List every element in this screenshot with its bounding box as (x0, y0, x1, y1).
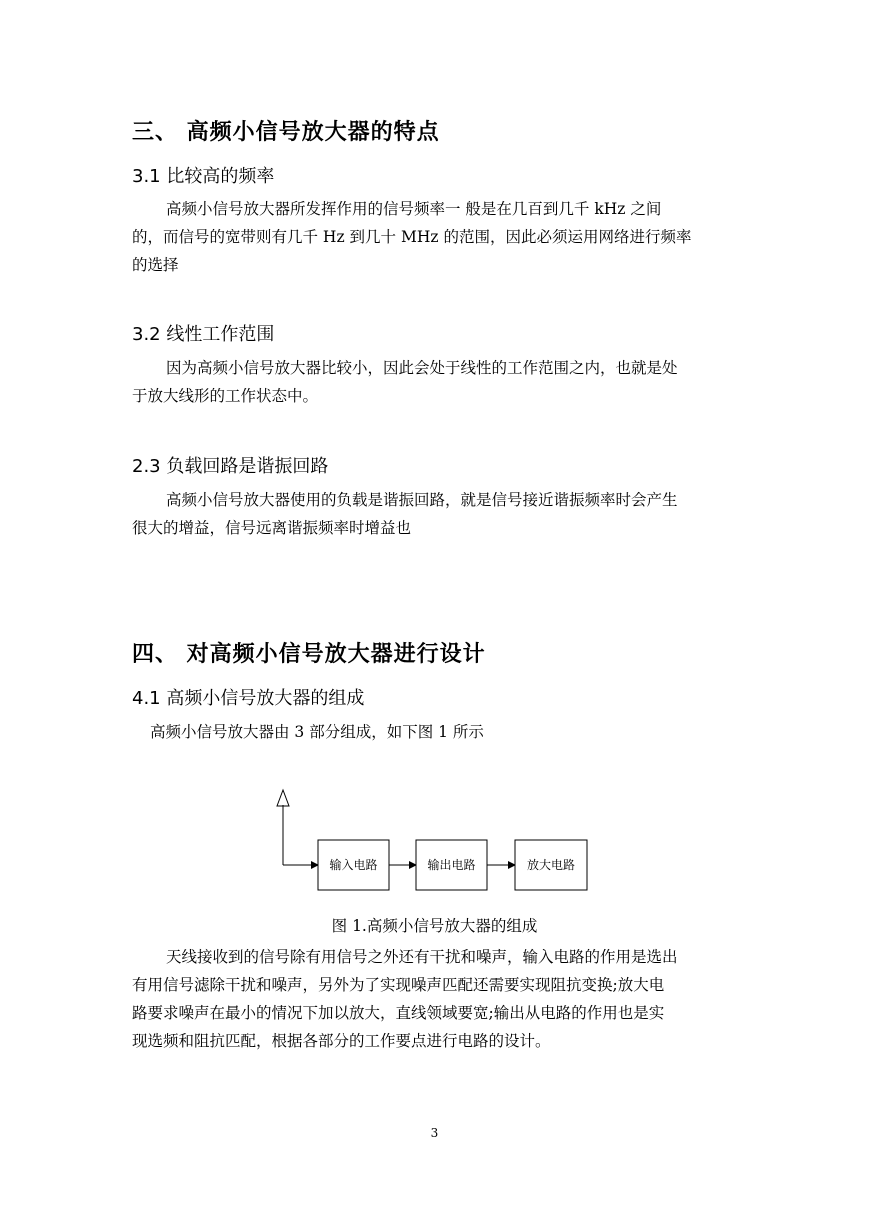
section-4-heading: 四、 对高频小信号放大器进行设计 (132, 642, 486, 667)
paragraph-line: 高频小信号放大器由 3 部分组成，如下图 1 所示 (150, 723, 484, 741)
subsection-4-1-title: 4.1 高频小信号放大器的组成 (132, 688, 365, 709)
paragraph-line: 因为高频小信号放大器比较小，因此会处于线性的工作范围之内，也就是处 (166, 359, 678, 377)
block-label: 输出电路 (427, 858, 476, 872)
paragraph-line: 的，而信号的宽带则有几千 Hz 到几十 MHz 的范围，因此必须运用网络进行频率 (132, 228, 692, 246)
subsection-3-2-title: 3.2 线性工作范围 (132, 324, 275, 345)
paragraph-line: 的选择 (132, 256, 179, 274)
paragraph-line: 高频小信号放大器所发挥作用的信号频率一 般是在几百到几千 kHz 之间 (166, 200, 662, 218)
paragraph-4-1 (132, 943, 744, 1055)
paragraph-line: 现选频和阻抗匹配，根据各部分的工作要点进行电路的设计。 (132, 1032, 551, 1050)
page-number: 3 (430, 1126, 439, 1140)
block-label: 输入电路 (329, 858, 378, 872)
figure-caption: 图 1.高频小信号放大器的组成 (331, 917, 538, 935)
paragraph-line: 高频小信号放大器使用的负载是谐振回路，就是信号接近谐振频率时会产生 (166, 491, 678, 509)
paragraph-line: 有用信号滤除干扰和噪声，另外为了实现噪声匹配还需要实现阻抗变换;放大电 (132, 976, 665, 994)
subsection-3-1-title: 3.1 比较高的频率 (132, 166, 275, 187)
paragraph-line: 于放大线形的工作状态中。 (132, 387, 319, 405)
paragraph-line: 路要求噪声在最小的情况下加以放大，直线领域要宽;输出从电路的作用也是实 (132, 1004, 665, 1022)
block-label: 放大电路 (526, 858, 576, 872)
paragraph-line: 很大的增益，信号远离谐振频率时增益也 (132, 519, 412, 537)
paragraph-line: 天线接收到的信号除有用信号之外还有干扰和噪声，输入电路的作用是选出 (166, 948, 678, 966)
antenna-icon (277, 790, 289, 806)
section-3-heading: 三、 高频小信号放大器的特点 (132, 120, 440, 145)
subsection-2-3-title: 2.3 负载回路是谐振回路 (132, 456, 329, 477)
